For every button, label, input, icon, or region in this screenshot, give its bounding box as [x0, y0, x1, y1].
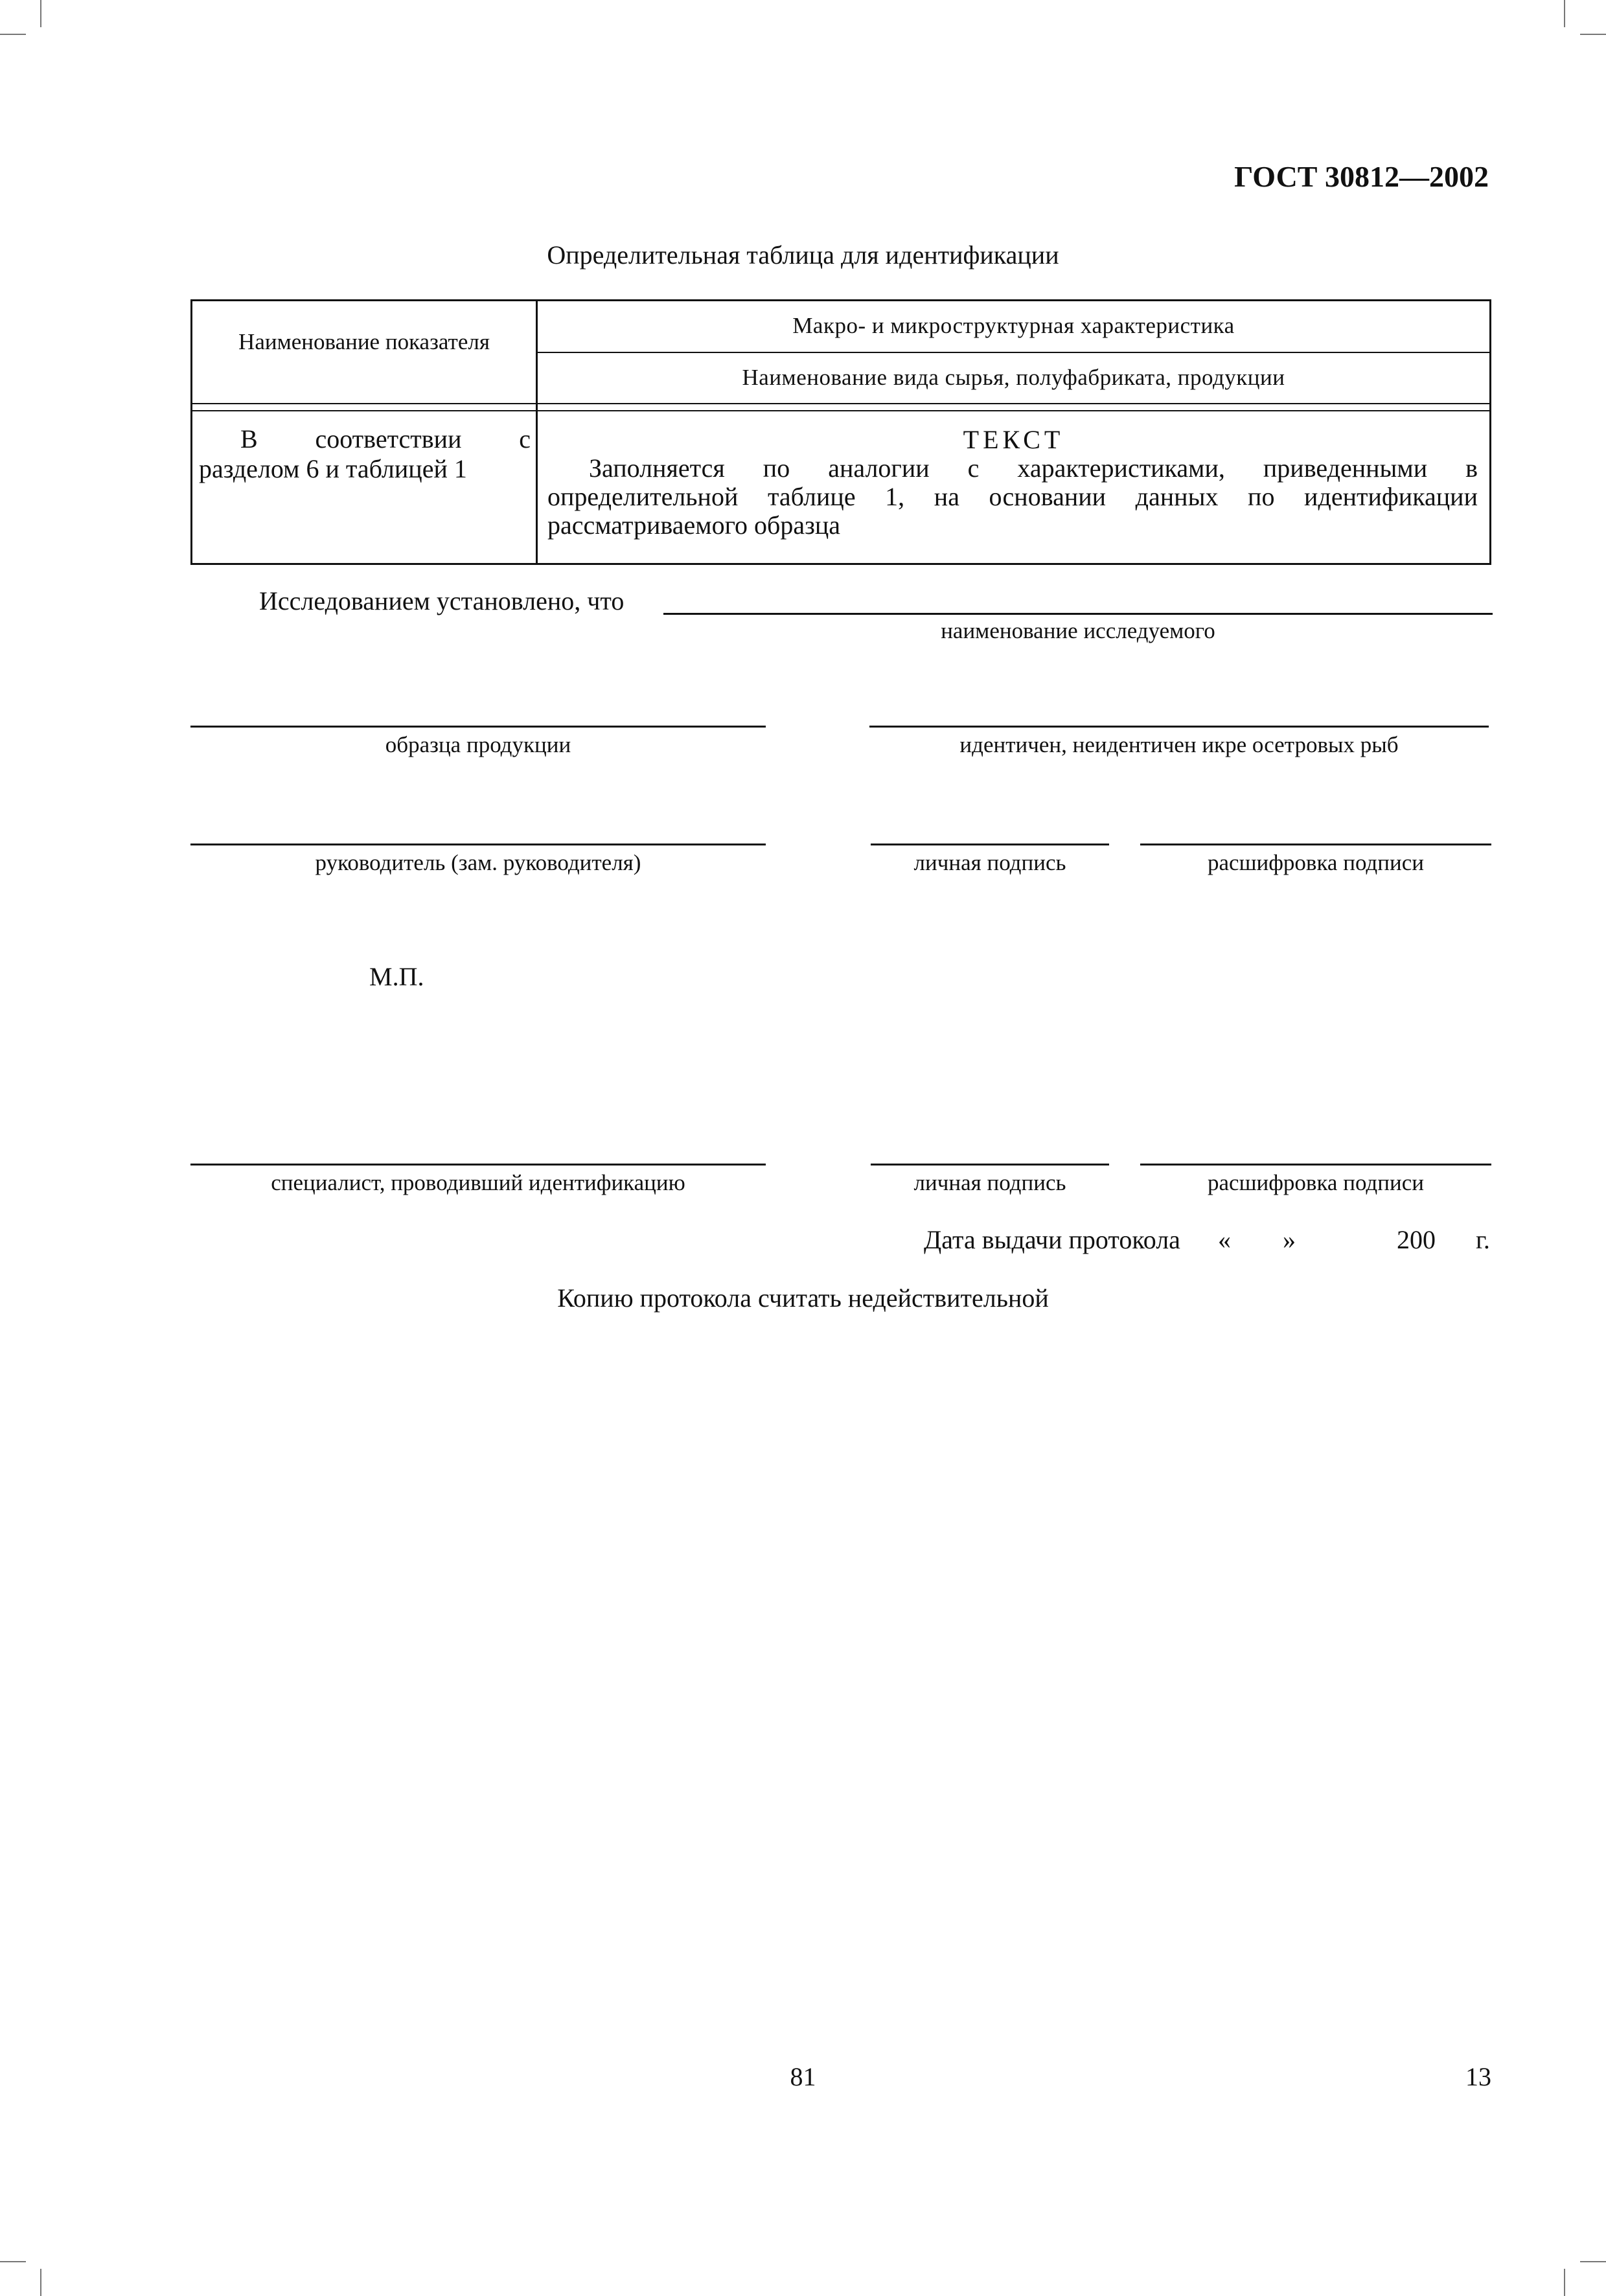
crop-mark-top-left-h [0, 34, 26, 35]
item-name-caption: наименование исследуемого [941, 618, 1215, 643]
document-code: ГОСТ 30812—2002 [1234, 160, 1489, 193]
specialist-field[interactable] [190, 1164, 766, 1165]
head-signature-field[interactable] [871, 844, 1109, 845]
identity-result-field[interactable] [869, 726, 1489, 728]
item-name-field[interactable] [663, 613, 1493, 615]
cell-text-body: Заполняется по аналогии с характеристиками, приведенными в определительной таблице 1, на основании данных по идентификации рассматриваемого образца [547, 453, 1478, 540]
date-year-prefix: 200 [1397, 1225, 1436, 1254]
head-position-caption: руководитель (зам. руководителя) [315, 850, 641, 875]
head-signature-decode-field[interactable] [1140, 844, 1491, 845]
specialist-signature-caption: личная подпись [913, 1170, 1066, 1195]
stamp-place-label: М.П. [369, 962, 424, 991]
crop-mark-top-right-h [1580, 34, 1606, 35]
crop-mark-bottom-right-v [1564, 2269, 1565, 2296]
head-position-field[interactable] [190, 844, 766, 845]
page-number-center: 81 [790, 2062, 816, 2091]
date-year-suffix: г. [1476, 1225, 1490, 1254]
crop-mark-top-right-v [1564, 0, 1565, 27]
crop-mark-bottom-left-v [40, 2269, 41, 2296]
head-signature-decode-caption: расшифровка подписи [1208, 850, 1424, 875]
identification-table [190, 299, 1491, 565]
header-material-name: Наименование вида сырья, полуфабриката, продукции [742, 365, 1285, 390]
table-double-rule-bottom [192, 410, 1489, 411]
cell-indicator-reference: В соответствии с разделом 6 и таблицей 1 [199, 424, 531, 483]
specialist-signature-decode-field[interactable] [1140, 1164, 1491, 1165]
identity-result-caption: идентичен, неидентичен икре осетровых рыб [959, 732, 1399, 757]
crop-mark-bottom-left-h [0, 2261, 26, 2262]
date-quote-close: » [1283, 1225, 1296, 1254]
header-characteristic: Макро- и микроструктурная характеристика [792, 313, 1235, 338]
issue-date-label: Дата выдачи протокола [924, 1225, 1180, 1254]
crop-mark-bottom-right-h [1580, 2261, 1606, 2262]
study-result-label: Исследованием установлено, что [259, 586, 625, 615]
table-double-rule-top [192, 403, 1489, 404]
page-number-right: 13 [1465, 2062, 1491, 2091]
crop-mark-top-left-v [40, 0, 41, 27]
specialist-signature-field[interactable] [871, 1164, 1109, 1165]
date-quote-open: « [1218, 1225, 1231, 1254]
specialist-signature-decode-caption: расшифровка подписи [1208, 1170, 1424, 1195]
product-sample-field[interactable] [190, 726, 766, 728]
specialist-caption: специалист, проводивший идентификацию [271, 1170, 685, 1195]
table-title: Определительная таблица для идентификации [547, 240, 1059, 270]
product-sample-caption: образца продукции [385, 732, 571, 757]
table-header-divider [538, 352, 1489, 353]
copy-invalid-note: Копию протокола считать недействительной [557, 1283, 1049, 1313]
header-indicator-name: Наименование показателя [238, 329, 490, 354]
cell-text-title: ТЕКСТ [963, 425, 1064, 454]
head-signature-caption: личная подпись [913, 850, 1066, 875]
